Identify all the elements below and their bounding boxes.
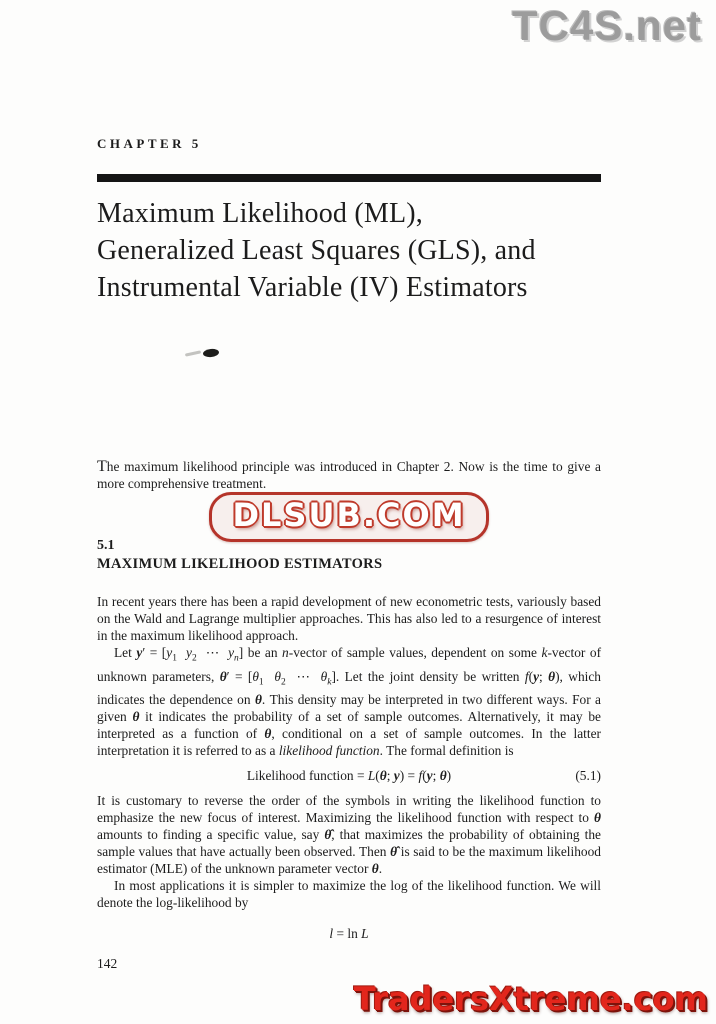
equation-body: l = ln L xyxy=(329,926,369,942)
body-paragraph: It is customary to reverse the order of the symbols in writing the likelihood function to emphasize the new focus of interest. Maximizing the likelihood function with respect to θ amounts to finding a specific value, say θ̂, that maximizes the probability of obtaining the sample values that have actually been observed. Then θ̂ is said to be the maximum likelihood estimator (MLE) of the unknown parameter vector θ. xyxy=(97,793,601,877)
body-paragraph: Let $y' = [y_1$ $y_2$ ⋯ $y_n$] be an n-vector of sample values, dependent on some k-vector of unknown parameters, $\theta' = [\theta_1$ $\theta_2$ ⋯ $\theta_k$]. Let the joint density be written f(y; θ), which indicates the dependence on θ. This density may be interpreted in two different ways. For a given θ it indicates the probability of a set of sample outcomes. Alternatively, it may be interpreted as a function of θ, conditional on a set of sample outcomes. In the latter interpretation it is referred to as a likelihood function. The formal definition is xyxy=(97,645,602,759)
chapter-title-line: Maximum Likelihood (ML), xyxy=(97,198,423,229)
body-paragraph: In most applications it is simpler to maximize the log of the likelihood function. We will denote the log-likelihood by xyxy=(97,878,601,911)
ink-smudge xyxy=(185,348,601,358)
chapter-label: CHAPTER 5 xyxy=(97,136,202,151)
dlsub-watermark-text: DLSUB.COM xyxy=(232,496,466,534)
body-paragraph: In recent years there has been a rapid development of new econometric tests, variously based on the Wald and Lagrange multiplier approaches. This has also led to a resurgence of interest in the maximum likelihood approach. xyxy=(97,594,601,643)
equation-number: (5.1) xyxy=(575,768,601,784)
section-number: 5.1 xyxy=(97,538,115,553)
equation-body: Likelihood function = L(θ; y) = f(y; θ) xyxy=(246,768,452,784)
dlsub-watermark-badge xyxy=(209,492,488,542)
section-title: MAXIMUM LIKELIHOOD ESTIMATORS xyxy=(97,556,383,572)
chapter-divider-rule xyxy=(97,174,601,182)
section-heading xyxy=(97,538,601,573)
chapter-title xyxy=(97,195,601,306)
watermark-tc4s-net: TC4S.net xyxy=(511,2,702,49)
page-number: 142 xyxy=(97,956,118,971)
likelihood-equation-row xyxy=(97,767,601,784)
watermark-tradersxtreme: TradersXtreme.com xyxy=(353,980,708,1018)
smudge-tail-mark xyxy=(185,350,201,356)
intro-paragraph: The maximum likelihood principle was introduced in Chapter 2. Now is the time to give a more comprehensive treatment. xyxy=(97,458,601,491)
chapter-title-line: Instrumental Variable (IV) Estimators xyxy=(97,272,528,303)
log-likelihood-equation-row xyxy=(97,925,601,942)
smudge-dot-mark xyxy=(203,348,220,358)
page-content xyxy=(97,136,601,950)
chapter-title-line: Generalized Least Squares (GLS), and xyxy=(97,235,536,266)
